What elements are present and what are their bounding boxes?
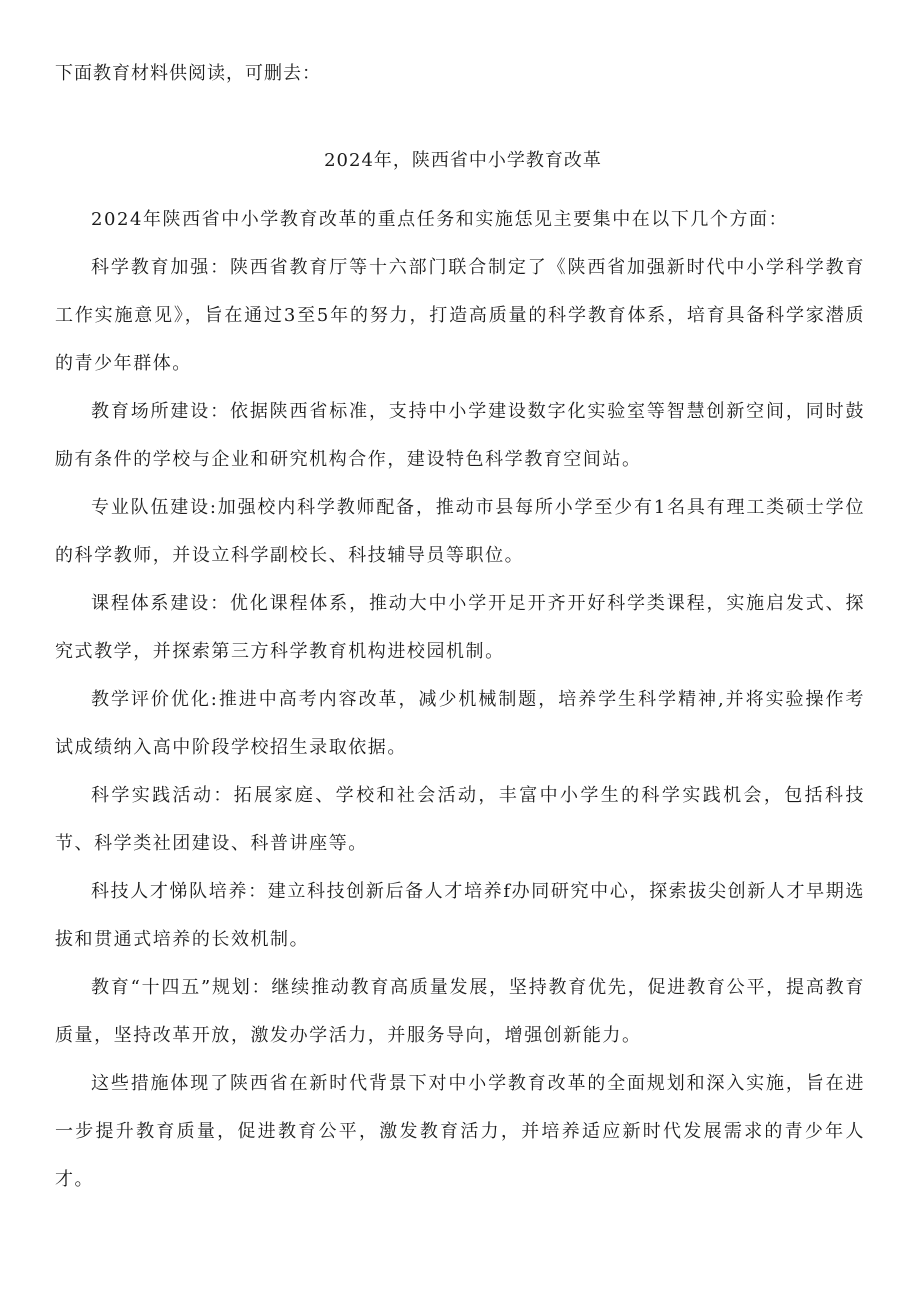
paragraph-evaluation: 教学评价优化:推进中高考内容改革，减少机械制题，培养学生科学精神,并将实验操作考试成绩纳入高中阶段学校招生录取依据。 [55, 689, 865, 758]
document-title: 2024年，陕西省中小学教育改革 [324, 150, 602, 171]
paragraph-science-education: 科学教育加强：陕西省教育厅等十六部门联合制定了《陕西省加强新时代中小学科学教育工作实施意见》，旨在通过3至5年的努力，打造高质量的科学教育体系，培育具备科学家潜质的青少年群体。 [55, 257, 865, 374]
paragraph-practice: 科学实践活动：拓展家庭、学校和社会活动，丰富中小学生的科学实践机会，包括科技节、科学类社团建设、科普讲座等。 [55, 785, 865, 854]
paragraph-intro: 2024年陕西省中小学教育改革的重点任务和实施恁见主要集中在以下几个方面： [91, 209, 789, 230]
paragraph-education-venues: 教育场所建设：依据陕西省标准，支持中小学建设数字化实验室等智慧创新空间，同时鼓励有条件的学校与企业和研究机构合作，建设特色科学教育空间站。 [55, 401, 865, 470]
document-body [55, 196, 865, 1204]
paragraph-five-year-plan: 教育“十四五”规划：继续推动教育高质量发展，坚持教育优先，促进教育公平，提高教育质量，坚持改革开放，激发办学活力，并服务导向，增强创新能力。 [55, 977, 865, 1046]
paragraph-conclusion: 这些措施体现了陕西省在新时代背景下对中小学教育改革的全面规划和深入实施，旨在进一步提升教育质量，促进教育公平，激发教育活力，并培养适应新时代发展需求的青少年人才。 [55, 1073, 865, 1190]
paragraph-talent: 科技人才悌队培养：建立科技创新后备人才培养f办同研究中心，探索拔尖创新人才早期选拔和贯通式培养的长效机制。 [55, 881, 865, 950]
paragraph-teacher-team: 专业队伍建设:加强校内科学教师配备，推动市县每所小学至少有1名具有理工类硕士学位的科学教师，并设立科学副校长、科技辅导员等职位。 [55, 497, 865, 566]
paragraph-curriculum: 课程体系建设：优化课程体系，推动大中小学开足开齐开好科学类课程，实施启发式、探究式教学，并探索第三方科学教育机构进校园机制。 [55, 593, 865, 662]
deletable-note: 下面教育材料供阅读，可删去： [55, 63, 321, 84]
